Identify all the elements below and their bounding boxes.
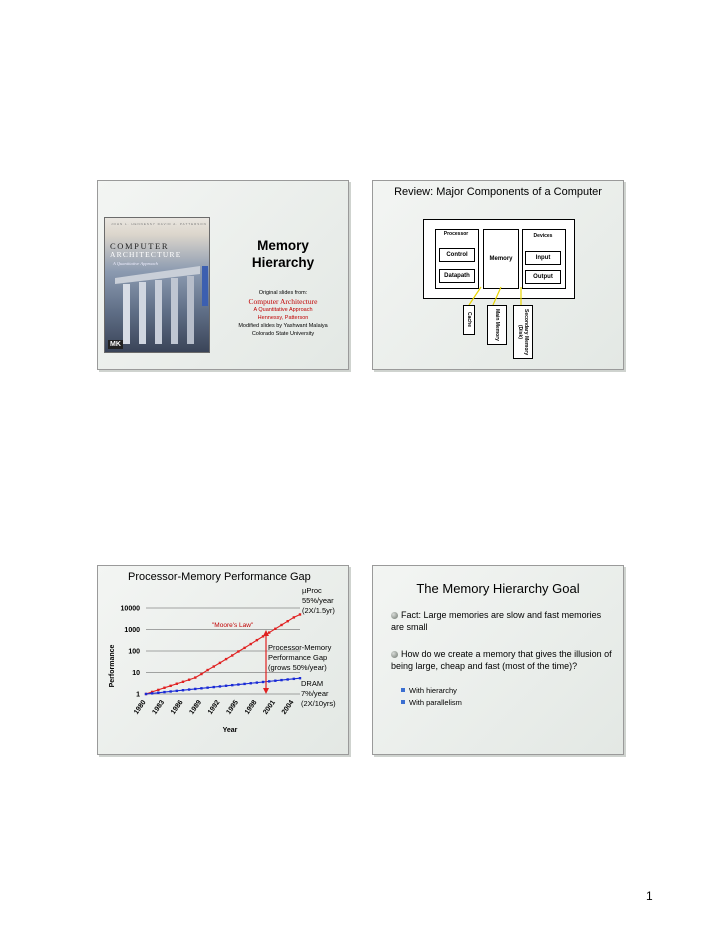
gap-label-3: (grows 50%/year) (268, 663, 327, 672)
data-point (286, 620, 288, 622)
slide2-title: Review: Major Components of a Computer (394, 186, 602, 198)
bullet-dot-icon (391, 651, 398, 658)
book-title-line1: COMPUTER (110, 241, 170, 251)
main-memory-box: Main Memory (487, 305, 507, 345)
moores-law-label: "Moore's Law" (212, 622, 254, 629)
credits (216, 289, 349, 338)
book-subtitle: A Quantitative Approach (113, 261, 158, 266)
square-bullet-icon (401, 688, 405, 692)
dram-label-2: 7%/year (301, 689, 329, 698)
uproc-label-2: 55%/year (302, 596, 334, 605)
slide-major-components (372, 180, 624, 370)
data-point (262, 681, 264, 683)
y-axis-label: Performance (109, 644, 116, 688)
data-point (176, 683, 178, 685)
slide-memory-hierarchy-goal (372, 565, 624, 755)
slide4-title: The Memory Hierarchy Goal (416, 581, 580, 596)
gap-label-1: Processor-Memory (268, 643, 332, 652)
data-point (151, 692, 153, 694)
uproc-label (302, 586, 335, 616)
data-point (299, 613, 301, 615)
sub-bullet-parallelism-text: With parallelism (409, 698, 462, 707)
data-point (163, 687, 165, 689)
data-point (231, 654, 233, 656)
data-point (157, 692, 159, 694)
data-point (280, 624, 282, 626)
data-point (176, 690, 178, 692)
y-tick-labels (121, 606, 141, 699)
data-point (250, 643, 252, 645)
slide1-title (248, 237, 318, 271)
data-point (293, 678, 295, 680)
bullet-dot-icon (391, 612, 398, 619)
data-point (250, 682, 252, 684)
slide1-title-line2: Hierarchy (251, 255, 315, 270)
credits-line1: Original slides from: (258, 290, 308, 296)
data-point (225, 658, 227, 660)
data-point (268, 631, 270, 633)
data-point (219, 685, 221, 687)
data-point (188, 688, 190, 690)
uproc-label-3: (2X/1.5yr) (302, 606, 335, 615)
processor-label: Processor (443, 231, 469, 237)
sub-bullet-parallelism (401, 697, 462, 709)
data-point (206, 686, 208, 688)
control-box: Control (439, 248, 475, 262)
data-point (206, 669, 208, 671)
slide-memory-hierarchy-title (97, 180, 349, 370)
data-point (200, 673, 202, 675)
sub-bullet-hierarchy-text: With hierarchy (409, 686, 457, 695)
bullet-fact (391, 609, 606, 633)
slide3-title: Processor-Memory Performance Gap (128, 571, 311, 583)
y-tick-label: 1 (136, 691, 140, 699)
sub-bullet-hierarchy (401, 685, 457, 697)
data-point (182, 681, 184, 683)
x-tick-label: 1998 (243, 699, 259, 716)
data-point (188, 679, 190, 681)
x-tick-label: 1989 (188, 699, 204, 716)
data-point (145, 693, 147, 695)
bullet-fact-text: Fact: Large memories are slow and fast memories are small (391, 610, 602, 632)
book-authors: JOHN L. HENNESSY DAVID A. PATTERSON (111, 222, 207, 226)
data-point (243, 647, 245, 649)
data-point (237, 650, 239, 652)
data-point (286, 678, 288, 680)
y-tick-label: 1000 (124, 627, 140, 634)
credits-line3: A Quantitative Approach (253, 307, 313, 313)
x-tick-label: 2004 (280, 699, 296, 716)
book-title-line2: ARCHITECTURE (110, 250, 182, 259)
data-point (225, 685, 227, 687)
square-bullet-icon (401, 700, 405, 704)
x-tick-label: 1980 (132, 699, 148, 716)
data-point (194, 688, 196, 690)
gap-arrow-head-bottom (263, 688, 269, 694)
y-tick-label: 10 (132, 670, 140, 677)
y-tick-label: 10000 (120, 605, 140, 613)
secondary-memory-box: Secondary Memory (Disk) (513, 305, 533, 359)
data-point (194, 676, 196, 678)
book-cover (104, 217, 210, 353)
dram-label-1: DRAM (301, 679, 324, 688)
data-point (200, 687, 202, 689)
data-point (231, 684, 233, 686)
data-point (157, 689, 159, 691)
bullet-question-text: How do we create a memory that gives the illusion of being large, cheap and fast (most of the time)? (391, 649, 612, 671)
data-point (213, 686, 215, 688)
data-point (256, 639, 258, 641)
data-point (219, 662, 221, 664)
data-point (268, 680, 270, 682)
memory-box: Memory (483, 229, 519, 289)
columns-illustration (105, 218, 209, 352)
gap-label (268, 643, 331, 673)
devices-label: Devices (533, 233, 553, 239)
x-tick-labels (133, 699, 296, 716)
data-point (182, 689, 184, 691)
credits-line5: Modified slides by Yashwant Malaiya (238, 323, 328, 329)
x-tick-label: 1983 (151, 699, 167, 716)
data-point (169, 690, 171, 692)
output-box: Output (525, 270, 561, 284)
x-axis-label: Year (222, 727, 238, 734)
data-point (237, 683, 239, 685)
slide1-title-line1: Memory (257, 238, 309, 253)
data-point (243, 683, 245, 685)
uproc-label-1: µProc (302, 586, 322, 595)
y-tick-label: 100 (128, 648, 140, 656)
credits-line4: Hennessy, Patterson (257, 315, 309, 321)
data-point (256, 681, 258, 683)
credits-line2: Computer Architecture (248, 297, 318, 306)
data-point (213, 665, 215, 667)
x-tick-label: 2001 (262, 699, 277, 716)
data-point (169, 685, 171, 687)
book-spine-band (202, 266, 208, 306)
credits-line6: Colorado State University (251, 331, 315, 337)
dram-label-3: (2X/10yrs) (301, 699, 336, 708)
data-point (280, 679, 282, 681)
gap-label-2: Performance Gap (268, 653, 328, 662)
data-point (274, 680, 276, 682)
slide-performance-gap (97, 565, 349, 755)
bullet-question (391, 648, 613, 672)
publisher-logo: MK (110, 341, 121, 348)
input-box: Input (525, 251, 561, 265)
data-point (293, 616, 295, 618)
x-tick-label: 1986 (169, 699, 185, 716)
data-point (274, 628, 276, 630)
x-tick-label: 1995 (225, 699, 241, 716)
page-number: 1 (646, 889, 653, 903)
data-point (163, 691, 165, 693)
dram-label (301, 679, 336, 709)
x-tick-label: 1992 (206, 699, 222, 716)
cache-box: Cache (463, 305, 475, 335)
datapath-box: Datapath (439, 269, 475, 283)
